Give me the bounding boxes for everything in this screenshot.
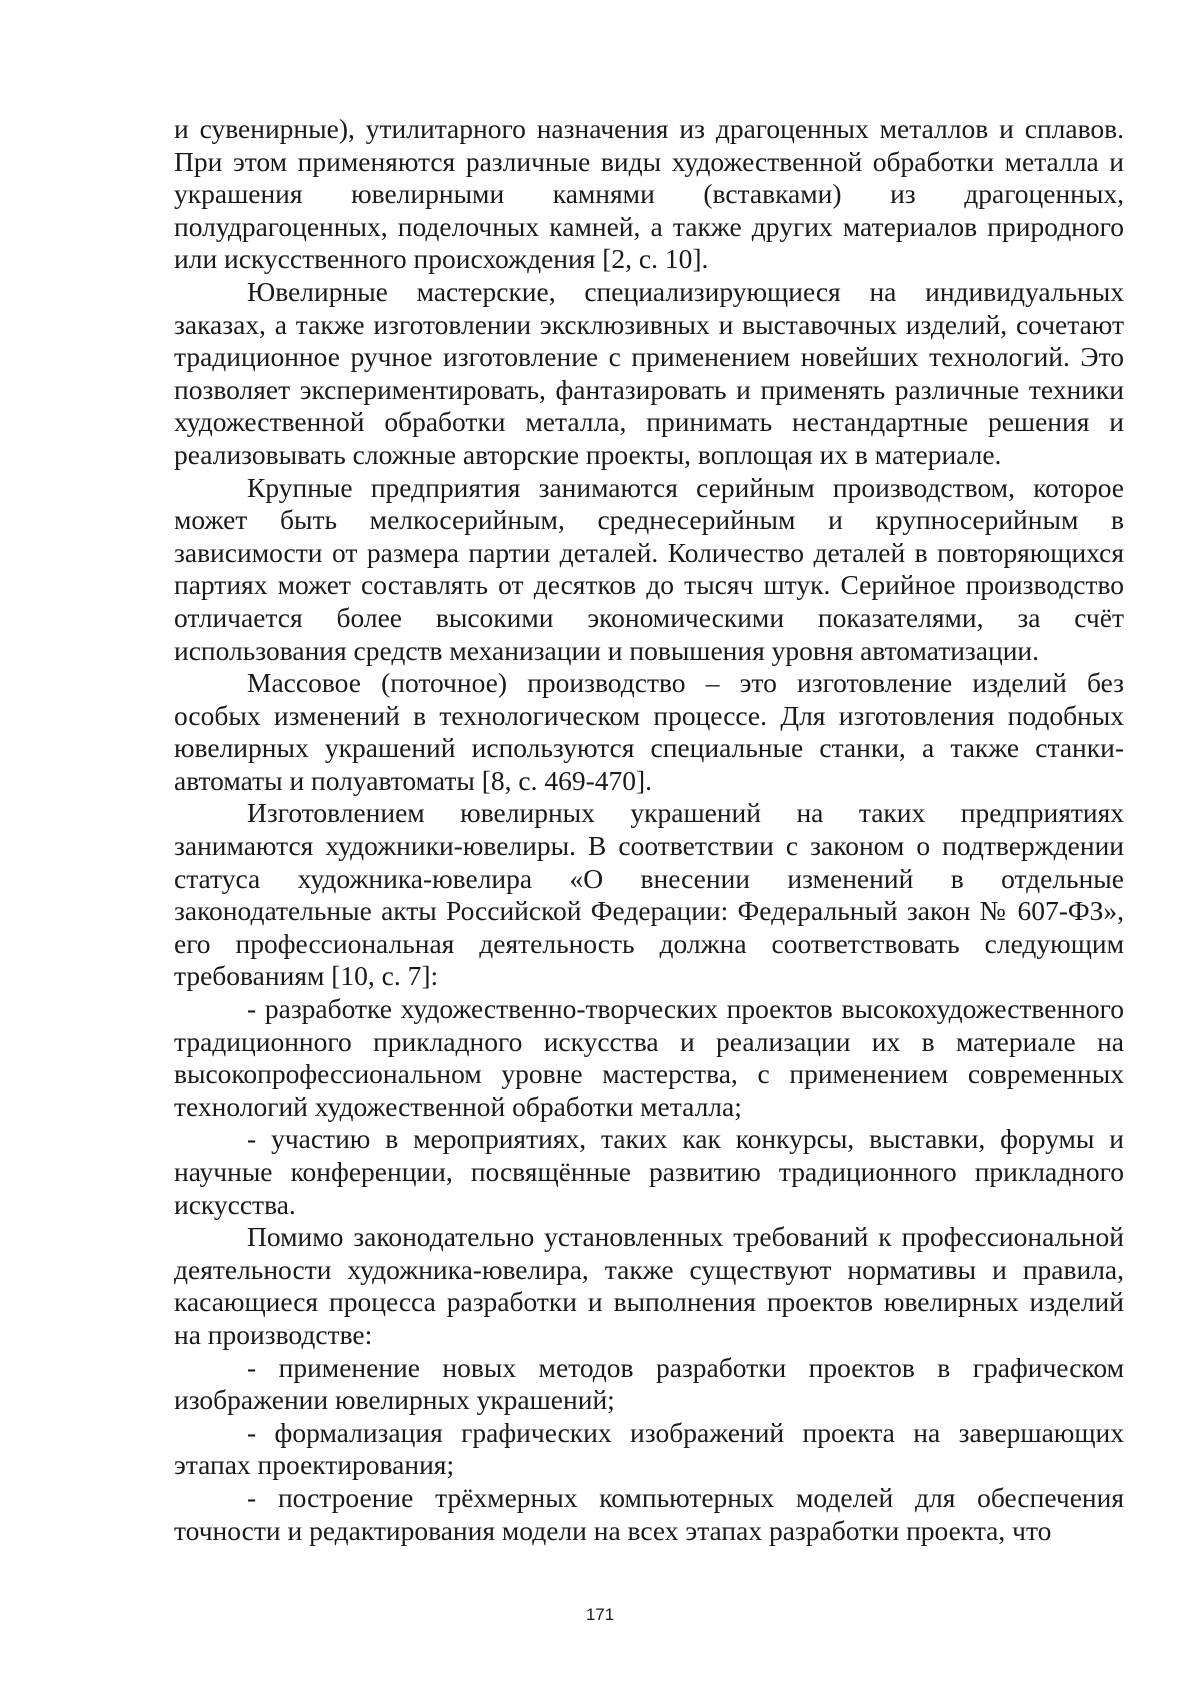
paragraph-norms: Помимо законодательно установленных требований к профессиональной деятельности художника-ювелира, также существуют нормативы и правила, касающиеся процесса разработки и выполнения проектов ювелирных изделий на производстве: xyxy=(174,1221,1124,1350)
body-text xyxy=(174,113,1124,1547)
list-item-formalization: - формализация графических изображений проекта на завершающих этапах проектирования; xyxy=(174,1416,1124,1481)
list-item-participation: - участию в мероприятиях, таких как конкурсы, выставки, форумы и научные конференции, посвящённые развитию традиционного прикладного искусства. xyxy=(174,1123,1124,1220)
list-item-3d-models: - построение трёхмерных компьютерных моделей для обеспечения точности и редактирования модели на всех этапах разработки проекта, что xyxy=(174,1481,1124,1546)
paragraph-continuation: и сувенирные), утилитарного назначения из драгоценных металлов и сплавов. При этом применяются различные виды художественной обработки металла и украшения ювелирными камнями (вставками) из драгоценных, полудрагоценных, поделочных камней, а также других материалов природного или искусственного происхождения [2, с. 10]. xyxy=(174,113,1124,275)
paragraph-mass-production: Массовое (поточное) производство – это изготовление изделий без особых изменений в технологическом процессе. Для изготовления подобных ювелирных украшений используются специальные станки, а также станки-автоматы и полуавтоматы [8, с. 469-470]. xyxy=(174,667,1124,796)
list-item-development: - разработке художественно-творческих проектов высокохудожественного традиционного прикладного искусства и реализации их в материале на высокопрофессиональном уровне мастерства, с применением современных технологий художественной обработки металла; xyxy=(174,993,1124,1122)
page-number: 171 xyxy=(585,1605,615,1624)
paragraph-serial-production: Крупные предприятия занимаются серийным производством, которое может быть мелкосерийным, среднесерийным и крупносерийным в зависимости от размера партии деталей. Количество деталей в повторяющихся партиях может составлять от десятков до тысяч штук. Серийное производство отличается более высокими экономическими показателями, за счёт использования средств механизации и повышения уровня автоматизации. xyxy=(174,471,1124,666)
list-item-new-methods: - применение новых методов разработки проектов в графическом изображении ювелирных украшений; xyxy=(174,1351,1124,1416)
paragraph-jewelry-artists: Изготовлением ювелирных украшений на таких предприятиях занимаются художники-ювелиры. В соответствии с законом о подтверждении статуса художника-ювелира «О внесении изменений в отдельные законодательные акты Российской Федерации: Федеральный закон № 607-ФЗ», его профессиональная деятельность должна соответствовать следующим требованиям [10, с. 7]: xyxy=(174,797,1124,992)
paragraph-workshops: Ювелирные мастерские, специализирующиеся на индивидуальных заказах, а также изготовлении эксклюзивных и выставочных изделий, сочетают традиционное ручное изготовление с применением новейших технологий. Это позволяет экспериментировать, фантазировать и применять различные техники художественной обработки металла, принимать нестандартные решения и реализовывать сложные авторские проекты, воплощая их в материале. xyxy=(174,275,1124,470)
